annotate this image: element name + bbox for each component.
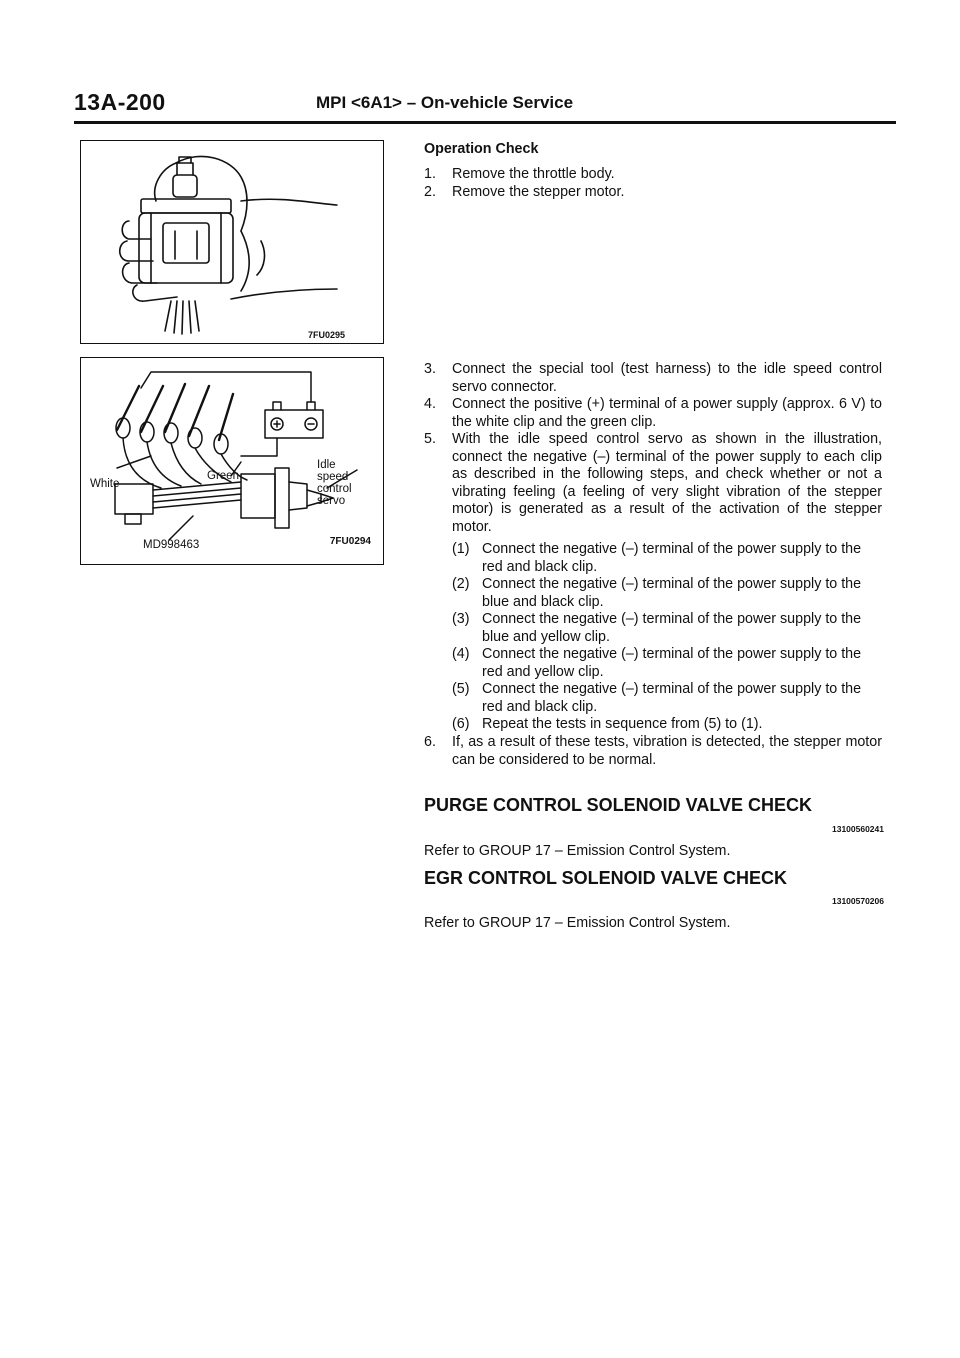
substep-text: Connect the negative (–) terminal of the power supply to the red and black clip. bbox=[482, 681, 862, 715]
page-header-title: MPI <6A1> – On-vehicle Service bbox=[316, 93, 574, 112]
label-special-tool: MD998463 bbox=[143, 539, 200, 551]
step-number: 5. bbox=[424, 431, 436, 447]
page-number: 13A-200 bbox=[74, 89, 166, 115]
substep-text: Connect the negative (–) terminal of the power supply to the blue and yellow clip. bbox=[482, 611, 862, 645]
step-number: 1. bbox=[424, 166, 436, 182]
step-text: Connect the special tool (test harness) to the idle speed control servo connector. bbox=[452, 361, 882, 395]
test-harness-illustration bbox=[81, 358, 383, 564]
purge-section-title: PURGE CONTROL SOLENOID VALVE CHECK bbox=[424, 795, 813, 815]
label-idle: Idle bbox=[317, 459, 336, 471]
substep-number: (5) bbox=[452, 681, 470, 697]
label-control: control bbox=[317, 483, 352, 495]
step-number: 6. bbox=[424, 734, 436, 750]
idle-speed-control-servo-symbol bbox=[241, 474, 275, 518]
step-number: 4. bbox=[424, 396, 436, 412]
substep-number: (6) bbox=[452, 716, 470, 732]
substep-text: Connect the negative (–) terminal of the power supply to the red and black clip. bbox=[482, 541, 862, 575]
step-text: With the idle speed control servo as shown in the illustration, connect the negative (–) terminal of the power supply to each clip as described in the following steps, and check whether or not a vibrating feeling (a feeling of very slight vibration of the stepper motor) is generated as a result of the activation of the stepper motor. bbox=[452, 431, 882, 535]
substep-text: Repeat the tests in sequence from (5) to (1). bbox=[482, 716, 763, 732]
substep-number: (2) bbox=[452, 576, 470, 592]
label-green-clip: Green bbox=[207, 470, 239, 482]
step-text: Remove the throttle body. bbox=[452, 166, 615, 182]
egr-section-ref-code: 13100570206 bbox=[831, 896, 884, 906]
purge-section-text: Refer to GROUP 17 – Emission Control System. bbox=[424, 843, 731, 859]
operation-check-heading: Operation Check bbox=[424, 141, 539, 157]
substep-number: (3) bbox=[452, 611, 470, 627]
egr-section-text: Refer to GROUP 17 – Emission Control System. bbox=[424, 915, 731, 931]
hand-holding-motor-illustration bbox=[81, 141, 383, 343]
figure2-code: 7FU0294 bbox=[329, 536, 371, 547]
figure-stepper-motor-in-hand bbox=[80, 140, 384, 344]
figure1-code: 7FU0295 bbox=[307, 330, 345, 340]
label-white-clip: White bbox=[90, 478, 120, 490]
substep-number: (4) bbox=[452, 646, 470, 662]
substep-text: Connect the negative (–) terminal of the power supply to the blue and black clip. bbox=[482, 576, 862, 610]
step-text: Connect the positive (+) terminal of a power supply (approx. 6 V) to the white clip and the green clip. bbox=[452, 396, 882, 430]
substep-text: Connect the negative (–) terminal of the power supply to the red and yellow clip. bbox=[482, 646, 862, 680]
label-servo: servo bbox=[317, 495, 346, 507]
purge-section-ref-code: 13100560241 bbox=[831, 824, 884, 834]
step-text: If, as a result of these tests, vibration is detected, the stepper motor can be considered to be normal. bbox=[452, 734, 882, 768]
egr-section-title: EGR CONTROL SOLENOID VALVE CHECK bbox=[424, 868, 788, 888]
figure-test-harness-connection bbox=[80, 357, 384, 565]
step-number: 2. bbox=[424, 184, 436, 200]
step-number: 3. bbox=[424, 361, 436, 377]
header-rule bbox=[74, 121, 896, 124]
substep-number: (1) bbox=[452, 541, 470, 557]
label-speed: speed bbox=[317, 471, 349, 483]
step-text: Remove the stepper motor. bbox=[452, 184, 625, 200]
